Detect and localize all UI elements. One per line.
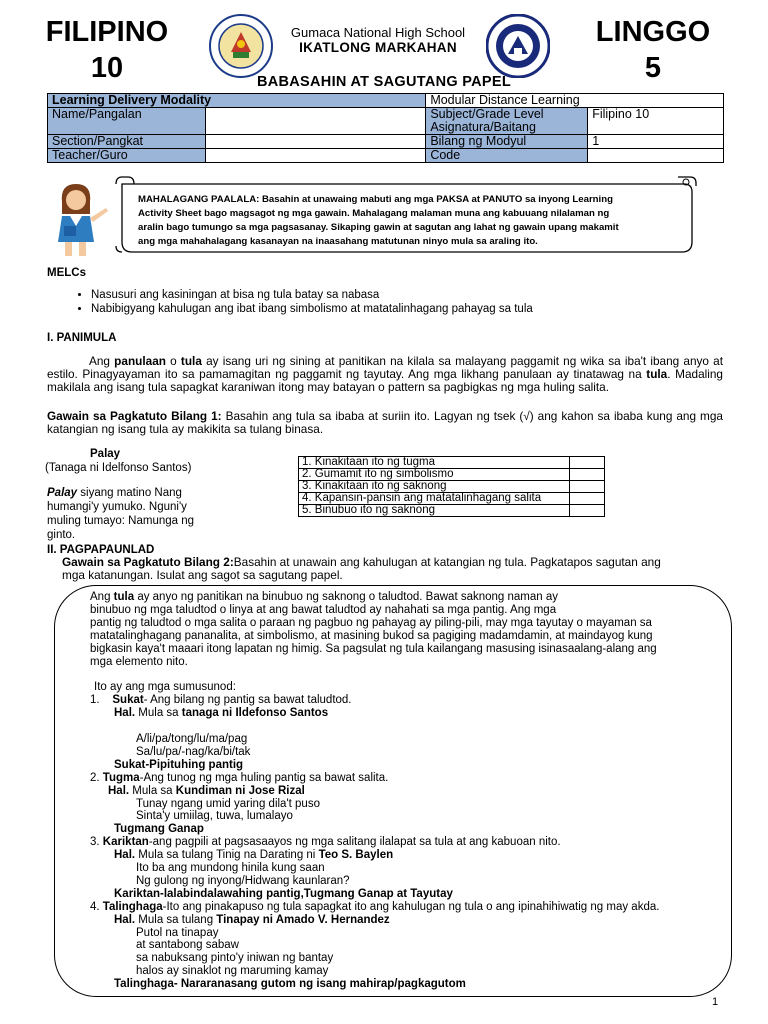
example-source: Tinapay ni Amado V. Hernandez <box>216 913 390 926</box>
notice-line-2: Activity Sheet bago magsagot ng mga gawain. Mahalagang malaman muna ang kabuuang nilalaman ng <box>138 208 610 219</box>
elements-intro: Ito ay ang mga sumusunod: <box>94 681 236 694</box>
text-run: . Madaling makilala ang isang tula sapagkat karaniwan itong may batayan o pattern sa pagbigkas ng mga huling salita. <box>47 367 723 395</box>
name-field[interactable] <box>205 108 425 135</box>
paragraph-line: pantig ng taludtod o mga salita o paraan ng pagbuo ng pahayag ay piling-pili, may mga tayutay o mayaman sa <box>90 616 652 629</box>
checkbox-cell[interactable] <box>570 457 605 469</box>
text-run: Mula sa tulang <box>135 913 217 926</box>
grade-label: 10 <box>90 52 124 84</box>
example-line: Sa/lu/pa/-nag/ka/bi/tak <box>136 745 251 758</box>
ldm-value: Modular Distance Learning <box>426 94 724 108</box>
poem-author: (Tanaga ni Idelfonso Santos) <box>45 462 192 474</box>
checklist-table <box>298 456 605 517</box>
gawain-2-title: Gawain sa Pagkatuto Bilang 2: <box>62 555 234 569</box>
text-run-bold: panulaan <box>114 354 166 368</box>
example-line: Tunay ngang umid yaring dila't puso <box>136 797 320 810</box>
text-run-bold: tula <box>180 354 202 368</box>
list-number: 4. <box>90 900 103 913</box>
gawain-2-text: Basahin at unawain ang kahulugan at katangian ng tula. Pagkatapos sagutan ang <box>233 555 661 569</box>
example-result: Sukat-Pipituhing pantig <box>114 758 244 771</box>
week-label: LINGGO <box>595 16 711 48</box>
example-line: Sinta'y umiilag, tuwa, lumalayo <box>136 810 293 823</box>
checkbox-cell[interactable] <box>570 469 605 481</box>
poem-body <box>47 486 247 542</box>
checklist-row <box>299 457 605 469</box>
page-number: 1 <box>712 996 719 1008</box>
element-term: Tugma <box>102 771 140 784</box>
paragraph-line: bigkasin kaya't maaari itong lapatan ng himig. Sa pagsulat ng tula kailangang masusing isinasaalang-alang ang <box>90 642 657 655</box>
notice-line-4: ang mga mahahalagang kasanayan na inaasahang matutunan ninyo mula sa araling ito. <box>138 236 538 247</box>
checklist-item: 2. Gumamit ito ng simbolismo <box>299 469 570 481</box>
text-run: o <box>165 354 181 368</box>
example-result: Kariktan-lalabindalawahing pantig,Tugmang Ganap at Tayutay <box>114 887 453 900</box>
list-number: 2. <box>90 771 103 784</box>
checklist-item: 1. Kinakitaan ito ng tugma <box>299 457 570 469</box>
example-line: Ng gulong ng inyong/Hidwang kaunlaran? <box>136 874 350 887</box>
checklist-item: 3. Kinakitaan ito ng saknong <box>299 481 570 493</box>
example-source: tanaga ni Ildefonso Santos <box>181 707 329 720</box>
section-label: Section/Pangkat <box>48 135 206 149</box>
poem-bold-word: Palay <box>47 487 78 499</box>
poem-line: siyang matino Nang <box>77 487 182 499</box>
section-1-heading: I. PANIMULA <box>47 332 117 344</box>
example-label: Hal. <box>114 707 136 720</box>
example-label: Hal. <box>114 849 136 862</box>
example-label: Hal. <box>108 784 130 797</box>
panimula-paragraph <box>47 355 723 395</box>
checklist-item: 4. Kapansin-pansin ang matatalinhagang salita <box>299 493 570 505</box>
module-value: 1 <box>588 135 724 149</box>
checkbox-cell[interactable] <box>570 505 605 517</box>
text-run: Ang <box>89 354 115 368</box>
teacher-illustration <box>48 180 110 260</box>
melcs-list <box>67 288 751 316</box>
week-number: 5 <box>644 52 662 84</box>
example-line: halos ay sinaklot ng maruming kamay <box>136 965 329 978</box>
element-term: Sukat <box>112 694 144 707</box>
gawain-1-text: Basahin ang tula sa ibaba at suriin ito. Lagyan ng tsek (√) ang kahon sa ibaba kung ang mga katangian ng isang tula ay makikita sa tulang binasa. <box>47 409 723 437</box>
poem-line: muling tumayo: Namunga ng <box>47 515 195 527</box>
subject-label: FILIPINO <box>45 16 169 48</box>
notice-text <box>138 193 683 249</box>
melc-item: • Nasusuri ang kasiningan at bisa ng tula batay sa nabasa <box>91 288 751 302</box>
teacher-field[interactable] <box>205 149 425 163</box>
text-run: Mula sa tulang Tinig na Darating ni <box>135 849 319 862</box>
text-run: Mula sa <box>129 784 176 797</box>
left-seal-logo <box>209 14 273 78</box>
example-line: at santabong sabaw <box>136 939 239 952</box>
notice-lead: MAHALAGANG PAALALA: <box>138 194 260 205</box>
student-info-table <box>47 93 724 163</box>
notice-line-1: Basahin at unawaing mabuti ang mga PAKSA at PANUTO sa inyong Learning <box>259 194 613 205</box>
element-definition: - Ang bilang ng pantig sa bawat taludtod. <box>143 694 352 707</box>
gawain-1-title: Gawain sa Pagkatuto Bilang 1: <box>47 409 222 423</box>
checklist-row <box>299 505 605 517</box>
element-definition: -ang pagpili at pagsasaayos ng mga salitang ilalapat sa tula at ang kabuoan nito. <box>148 836 561 849</box>
school-name: Gumaca National High School <box>290 25 466 40</box>
example-line: Putol na tinapay <box>136 926 219 939</box>
example-source: Teo S. Baylen <box>318 849 394 862</box>
example-line: Ito ba ang mundong hinila kung saan <box>136 862 325 875</box>
subject-title <box>30 14 184 86</box>
poem-line: ginto. <box>47 529 76 541</box>
text-run-bold: tula <box>646 367 668 382</box>
code-label: Code <box>426 149 588 163</box>
notice-line-3: aralin bago tumungo sa mga pagsasanay. Sikaping gawin at sagutan ang lahat ng gawain upang makamit <box>138 222 619 233</box>
poem-line: humangi'y yumuko. Nguni'y <box>47 501 187 513</box>
checklist-item: 5. Binubuo ito ng saknong <box>299 505 570 517</box>
paragraph-line: matatalinghagang pananalita, at simbolismo, at masining bukod sa pagiging madamdamin, at maindayog kung <box>90 629 653 642</box>
subject-value: Filipino 10 <box>588 108 724 135</box>
subject-label-fil: Asignatura/Baitang <box>430 120 536 134</box>
gawain-2-instructions <box>62 556 727 582</box>
example-result: Tugmang Ganap <box>114 823 204 836</box>
paragraph-line: binubuo ng mga taludtod o linya at ang bawat taludtod ay nahahati sa mga pantig. Ang mga <box>90 603 557 616</box>
section-2-heading: II. PAGPAPAUNLAD <box>47 544 155 556</box>
code-field[interactable] <box>588 149 724 163</box>
checklist-row <box>299 469 605 481</box>
element-definition: -Ang tunog ng mga huling pantig sa bawat salita. <box>139 771 389 784</box>
ldm-label: Learning Delivery Modality <box>48 94 426 108</box>
element-definition: -Ito ang pinakapuso ng tula sapagkat ito ang kahulugan ng tula o ang ipinahihiwatig ng may akda. <box>162 900 660 913</box>
checklist-row <box>299 481 605 493</box>
quarter-label: IKATLONG MARKAHAN <box>299 40 457 55</box>
lesson-content <box>90 591 720 991</box>
text-run: ay anyo ng panitikan na binubuo ng saknong o taludtod. Bawat saknong naman ay <box>134 591 559 603</box>
list-number: 3. <box>90 836 103 849</box>
subject-label-en: Subject/Grade Level <box>430 107 544 121</box>
module-label: Bilang ng Modyul <box>426 135 588 149</box>
example-line: sa nabuksang pinto'y iniwan ng bantay <box>136 952 334 965</box>
element-term: Talinghaga <box>102 900 163 913</box>
example-result: Talinghaga- Nararanasang gutom ng isang mahirap/pagkagutom <box>114 978 466 991</box>
checkbox-cell[interactable] <box>570 493 605 505</box>
example-label: Hal. <box>114 913 136 926</box>
text-run: Ang <box>90 591 114 603</box>
section-field[interactable] <box>205 135 425 149</box>
example-source: Kundiman ni Jose Rizal <box>175 784 305 797</box>
gawain-2-text: mga katanungan. Isulat ang sagot sa sagutang papel. <box>62 568 343 583</box>
text-run: Mula sa <box>135 707 182 720</box>
text-run-bold: tula <box>113 591 135 603</box>
example-line: A/li/pa/tong/lu/ma/pag <box>136 732 248 745</box>
poem-title: Palay <box>90 448 121 460</box>
teacher-label: Teacher/Guro <box>48 149 206 163</box>
text-run: ay isang uri ng sining at panitikan na kilala sa malayang paggamit ng wika sa iba't ibang anyo at estilo. Pinagyayaman ito sa pamamagitan ng paggamit ng tayutay. Ang mga likhang panulaan ay tinatawag na <box>47 354 723 382</box>
paragraph-line: mga elemento nito. <box>90 655 188 668</box>
element-term: Kariktan <box>102 836 149 849</box>
melc-item: • Nabibigyang kahulugan ang ibat ibang simbolismo at matatalinhagang pahayag sa tula <box>91 302 751 316</box>
list-number: 1. <box>90 694 113 707</box>
week-title <box>578 14 728 86</box>
name-label: Name/Pangalan <box>48 108 206 135</box>
gawain-1-instructions <box>47 410 723 436</box>
subject-label <box>426 108 588 135</box>
checkbox-cell[interactable] <box>570 481 605 493</box>
document-title: BABASAHIN AT SAGUTANG PAPEL <box>256 74 512 90</box>
right-seal-logo <box>486 14 550 78</box>
checklist-row <box>299 493 605 505</box>
melcs-heading: MELCs <box>47 267 86 279</box>
